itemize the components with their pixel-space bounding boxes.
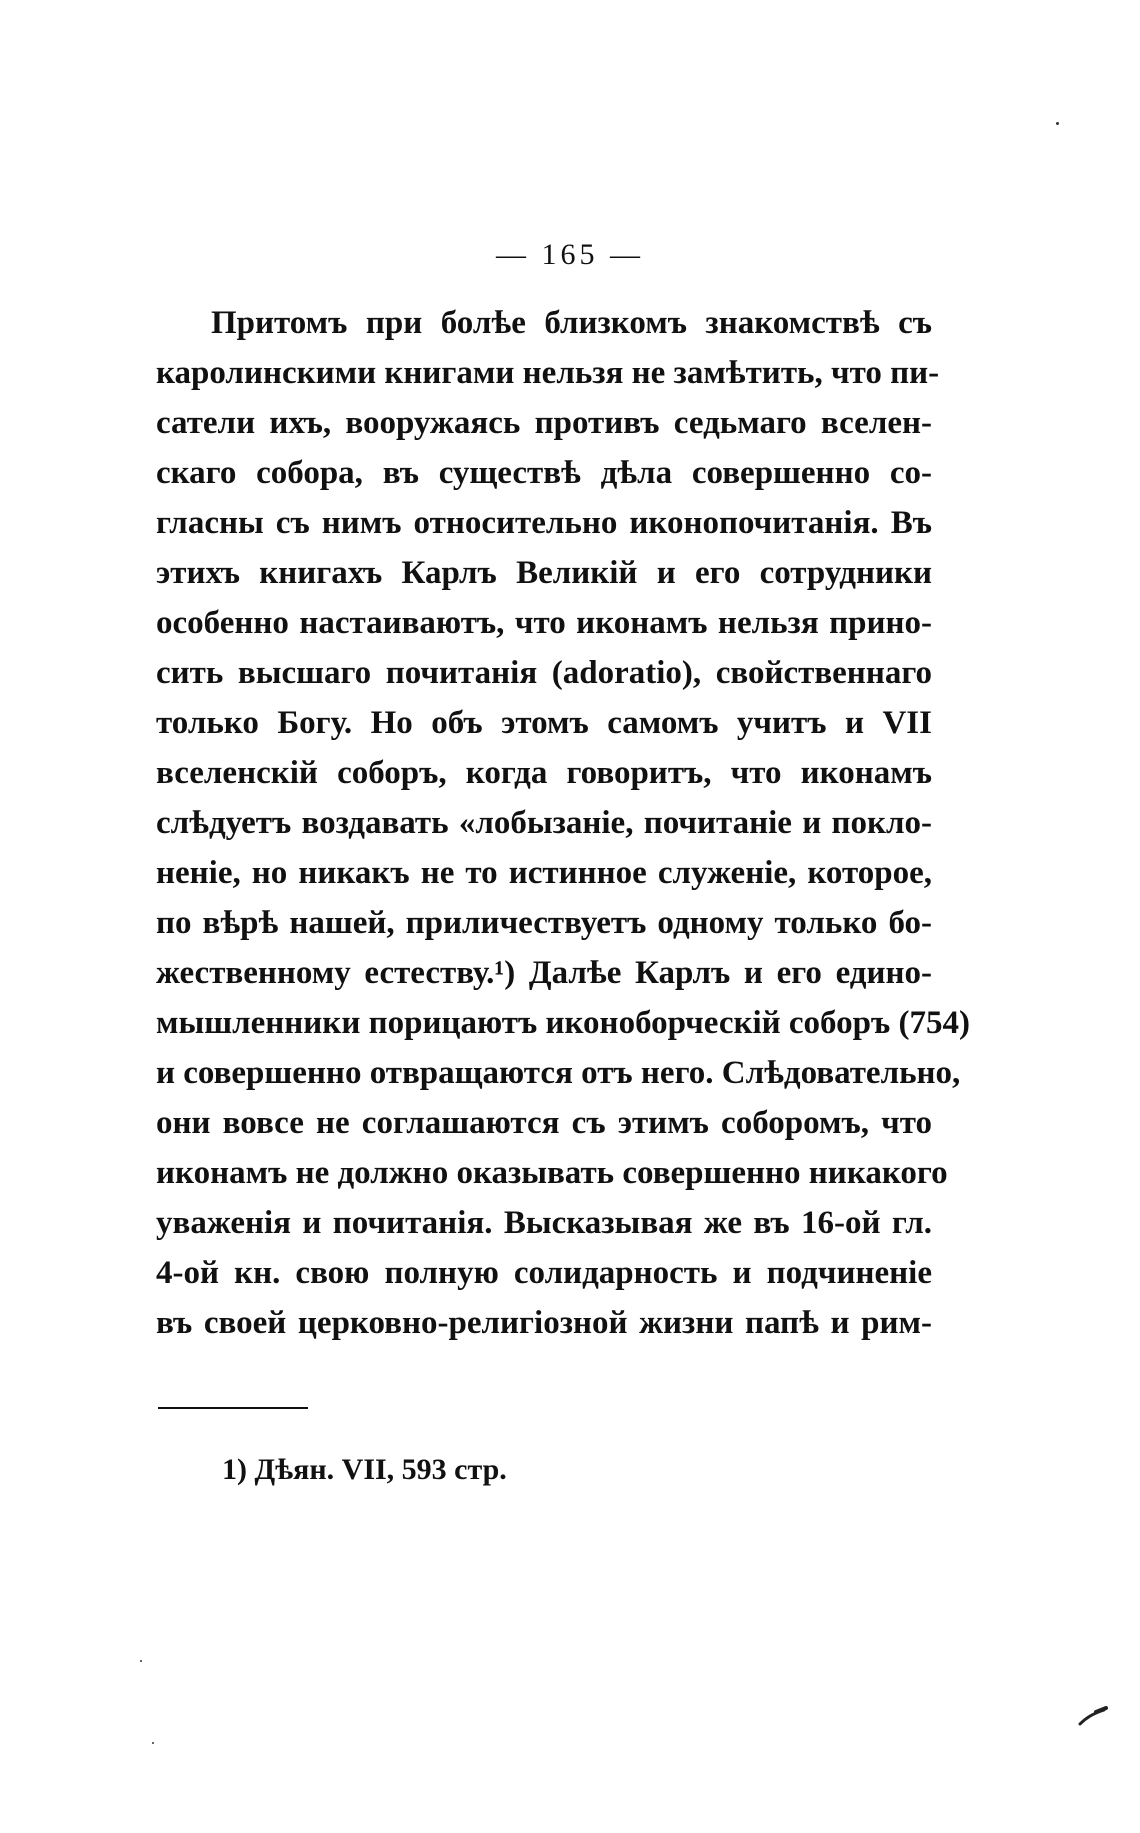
text-line: они вовсе не соглашаются съ этимъ соборомъ, что bbox=[156, 1105, 932, 1141]
text-line: по вѣрѣ нашей, приличествуетъ одному только бо- bbox=[156, 905, 932, 941]
text-line: слѣдуетъ воздавать «лобызаніе, почитаніе и покло- bbox=[156, 805, 932, 841]
text-line: сить высшаго почитанія (adoratio), свойственнаго bbox=[156, 655, 932, 691]
text-line: жественному естеству.¹) Далѣе Карлъ и его едино- bbox=[156, 955, 932, 991]
text-line: иконамъ не должно оказывать совершенно никакого bbox=[156, 1155, 948, 1191]
page-number: — 165 — bbox=[496, 238, 644, 271]
text-line: 4-ой кн. свою полную солидарность и подчиненіе bbox=[156, 1255, 932, 1291]
text-line: этихъ книгахъ Карлъ Великій и его сотрудники bbox=[156, 555, 932, 591]
body-text bbox=[156, 298, 970, 1348]
text-line: только Богу. Но объ этомъ самомъ учитъ и VII bbox=[156, 705, 932, 741]
text-line: сатели ихъ, вооружаясь противъ седьмаго вселен- bbox=[156, 405, 932, 441]
footnote-rule bbox=[158, 1407, 308, 1409]
text-line: вселенскій соборъ, когда говоритъ, что иконамъ bbox=[156, 755, 932, 791]
scan-speck bbox=[1056, 122, 1059, 125]
text-line: гласны съ нимъ относительно иконопочитанія. Въ bbox=[156, 505, 932, 541]
footnote-marker: 1) bbox=[222, 1453, 247, 1486]
footnote-text: Дѣян. VII, 593 стр. bbox=[254, 1453, 507, 1486]
text-line: мышленники порицаютъ иконоборческій соборъ (754) bbox=[156, 1005, 970, 1041]
text-line: уваженія и почитанія. Высказывая же въ 16-ой гл. bbox=[156, 1205, 932, 1241]
scan-speck bbox=[152, 1742, 154, 1744]
text-line: скаго собора, въ существѣ дѣла совершенно со- bbox=[156, 455, 932, 491]
scan-mark bbox=[1078, 1706, 1108, 1726]
text-line: особенно настаиваютъ, что иконамъ нельзя прино- bbox=[156, 605, 932, 641]
text-line: каролинскими книгами нельзя не замѣтить, что пи- bbox=[156, 355, 940, 391]
text-line: и совершенно отвращаются отъ него. Слѣдовательно, bbox=[156, 1055, 961, 1091]
text-line: въ своей церковно-религіозной жизни папѣ и рим- bbox=[156, 1305, 932, 1341]
footnote bbox=[222, 1453, 507, 1487]
text-line: неніе, но никакъ не то истинное служеніе, которое, bbox=[156, 855, 932, 891]
text-line: Притомъ при болѣе близкомъ знакомствѣ съ bbox=[211, 305, 932, 341]
scan-speck bbox=[140, 1660, 142, 1662]
